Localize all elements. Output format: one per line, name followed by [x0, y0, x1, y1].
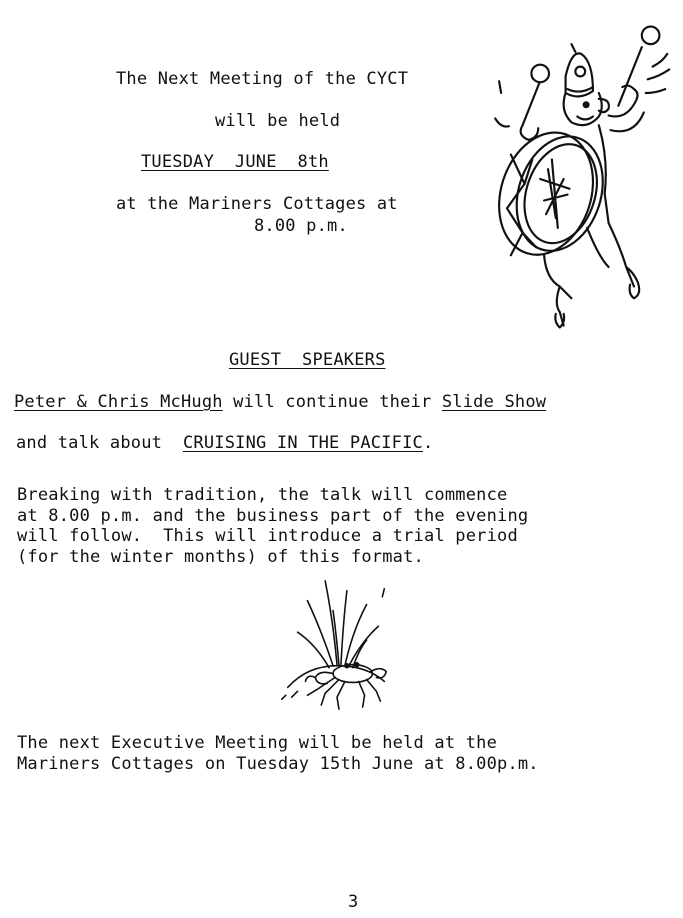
- meeting-time: 8.00 p.m.: [254, 216, 348, 236]
- drummer-icon: [462, 20, 677, 338]
- speaker-names: Peter & Chris McHugh: [14, 392, 223, 412]
- topic-line: [16, 433, 433, 454]
- talk-topic: CRUISING IN THE PACIFIC: [182, 433, 423, 453]
- meeting-held: will be held: [215, 111, 341, 131]
- format-note-line: at 8.00 p.m. and the business part of the evening: [17, 506, 529, 526]
- executive-line: The next Executive Meeting will be held at the: [17, 733, 498, 753]
- slide-show: Slide Show: [441, 392, 547, 412]
- executive-line: Mariners Cottages on Tuesday 15th June at 8.00p.m.: [17, 754, 539, 774]
- page-number: 3: [348, 892, 359, 912]
- guest-speakers-heading: GUEST SPEAKERS: [229, 350, 386, 370]
- meeting-venue: at the Mariners Cottages at: [116, 194, 398, 214]
- topic-line-end: .: [422, 433, 434, 453]
- format-note-line: (for the winter months) of this format.: [17, 547, 424, 567]
- topic-line-pre: and talk about: [16, 433, 183, 453]
- meeting-title: The Next Meeting of the CYCT: [116, 69, 409, 89]
- speakers-line: [14, 392, 546, 413]
- format-note-line: Breaking with tradition, the talk will commence: [17, 485, 508, 505]
- meeting-date: TUESDAY JUNE 8th: [141, 152, 329, 172]
- crab-icon: [268, 570, 406, 720]
- format-note-line: will follow. This will introduce a trial period: [17, 526, 518, 546]
- speakers-line-mid: will continue their: [222, 392, 442, 412]
